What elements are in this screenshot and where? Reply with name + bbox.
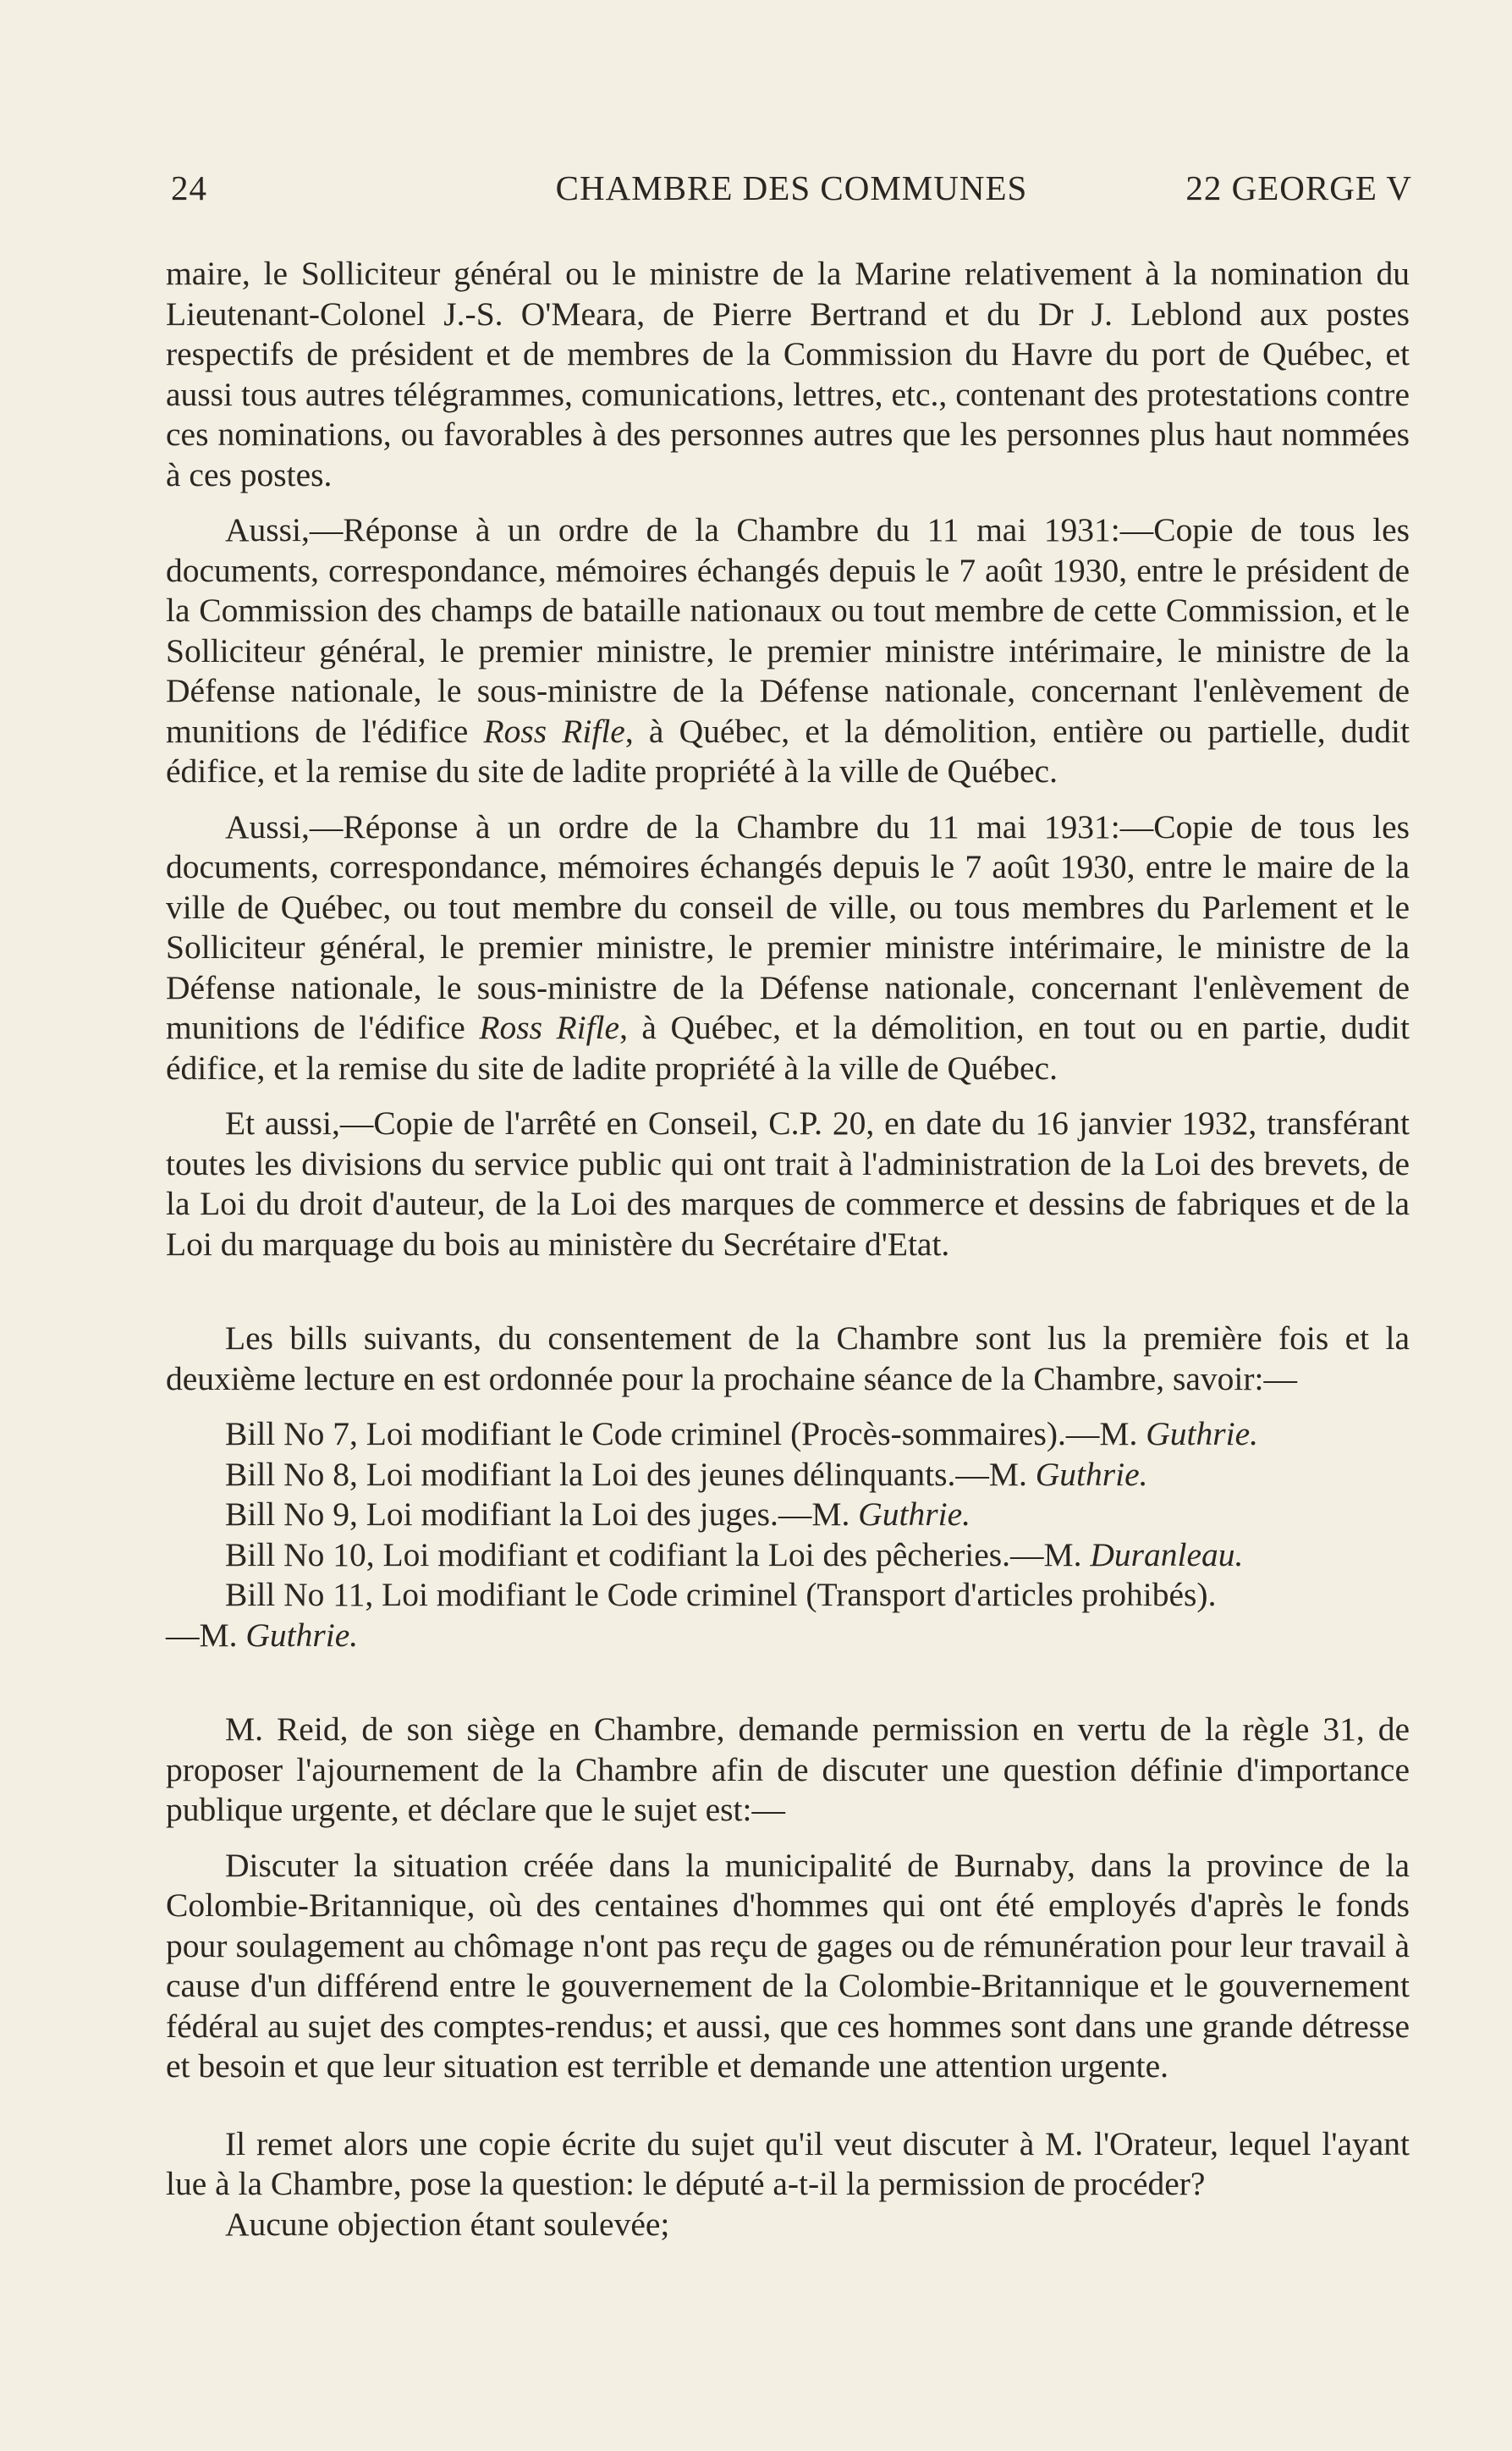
paragraph-bills-intro: Les bills suivants, du consentement de la Chambre sont lus la première fois et la deuxième lecture en est ordonnée pour la prochaine séance de la Chambre, savoir:— (166, 1319, 1410, 1397)
journal-title: CHAMBRE DES COMMUNES (555, 168, 1028, 207)
bill-text: Bill No 11, Loi modifiant le Code criminel (Transport d'articles prohibés). (225, 1576, 1217, 1613)
body-text (166, 254, 1410, 2244)
bill-sponsor: Guthrie. (245, 1616, 359, 1654)
bill-continuation (166, 1616, 1410, 1656)
bill-sponsor: Guthrie. (1035, 1455, 1148, 1493)
bill-sponsor: Guthrie. (1146, 1415, 1259, 1452)
bills-list (166, 1414, 1410, 1655)
paragraph-text: , à Québec, et la démolition, entière ou partielle, dudit édifice, et la remise du site de ladite propriété à la ville de Québec. (166, 712, 1410, 790)
bill-text: Bill No 10, Loi modifiant et codifiant la Loi des pêcheries.—M. (225, 1535, 1091, 1573)
paragraph-return-maire-quebec (166, 807, 1410, 1089)
paragraph-text: Aussi,—Réponse à un ordre de la Chambre du 11 mai 1931:—Copie de tous les documents, correspondance, mémoires échangés depuis le 7 août 1930, entre le maire de la ville de Québec, ou tout membre du conseil de ville, ou tous membres du Parlement et le Solliciteur général, le premier ministre, le premier ministre intérimaire, le ministre de la Défense nationale, le sous-ministre de la Défense nationale, concernant l'enlèvement de munitions de l'édifice (166, 807, 1410, 1046)
paragraph-orateur: Il remet alors une copie écrite du sujet qu'il veut discuter à M. l'Orateur, lequel l'ayant lue à la Chambre, pose la question: le député a-t-il la permission de procéder? (166, 2124, 1410, 2202)
bill-item (166, 1575, 1410, 1655)
bill-text: Bill No 8, Loi modifiant la Loi des jeunes délinquants.—M. (225, 1455, 1036, 1493)
paragraph-arrete-en-conseil: Et aussi,—Copie de l'arrêté en Conseil, C.P. 20, en date du 16 janvier 1932, transférant toutes les divisions du service public qui ont trait à l'administration de la Loi des brevets, de la Loi du droit d'auteur, de la Loi des marques de commerce et dessins de fabriques et de la Loi du marquage du bois au ministère du Secrétaire d'Etat. (166, 1104, 1410, 1263)
bill-item (166, 1535, 1410, 1576)
paragraph-reid-motion: M. Reid, de son siège en Chambre, demande permission en vertu de la règle 31, de proposer l'ajournement de la Chambre afin de discuter une question définie d'importance publique urgente, et déclare que le sujet est:— (166, 1710, 1410, 1828)
bill-text: —M. (166, 1616, 246, 1654)
bill-item (166, 1455, 1410, 1495)
bill-sponsor: Duranleau. (1090, 1535, 1244, 1573)
paragraph-no-objection: Aucune objection étant soulevée; (225, 2205, 670, 2243)
paragraph-return-champs-de-bataille (166, 510, 1410, 792)
reign-year: 22 GEORGE V (1185, 168, 1412, 207)
paragraph-text: Aussi,—Réponse à un ordre de la Chambre du 11 mai 1931:—Copie de tous les documents, correspondance, mémoires échangés depuis le 7 août 1930, entre le président de la Commission des champs de bataille nationaux ou tout membre de cette Commission, et le Solliciteur général, le premier ministre, le premier ministre intérimaire, le ministre de la Défense nationale, le sous-ministre de la Défense nationale, concernant l'enlèvement de munitions de l'édifice (166, 511, 1410, 750)
bill-item (166, 1495, 1410, 1535)
italic-term: Ross Rifle (479, 1009, 620, 1046)
bill-text: Bill No 9, Loi modifiant la Loi des juges.—M. (225, 1495, 859, 1533)
italic-term: Ross Rifle (483, 712, 625, 750)
bill-text: Bill No 7, Loi modifiant le Code criminel (Procès-sommaires).—M. (225, 1415, 1146, 1452)
paragraph-text: , à Québec, et la démolition, en tout ou en partie, dudit édifice, et la remise du site de ladite propriété à la ville de Québec. (166, 1009, 1410, 1087)
running-header (171, 168, 1412, 218)
page-number: 24 (171, 168, 207, 207)
paragraph-continued: maire, le Solliciteur général ou le ministre de la Marine relativement à la nomination du Lieutenant-Colonel J.-S. O'Meara, de Pierre Bertrand et du Dr J. Leblond aux postes respectifs de président et de membres de la Commission du Havre du port de Québec, et aussi tous autres télégrammes, comunications, lettres, etc., contenant des protestations contre ces nominations, ou favorables à des personnes autres que les personnes plus haut nommées à ces postes. (166, 255, 1410, 493)
paragraph-subject: Discuter la situation créée dans la municipalité de Burnaby, dans la province de la Colombie-Britannique, où des centaines d'hommes qui ont été employés d'après le fonds pour soulagement au chômage n'ont pas reçu de gages ou de rémunération pour leur travail à cause d'un différend entre le gouvernement de la Colombie-Britannique et le gouvernement fédéral au sujet des comptes-rendus; et aussi, que ces hommes sont dans une grande détresse et besoin et que leur situation est terrible et demande une attention urgente. (166, 1846, 1410, 2085)
bill-item (166, 1414, 1410, 1455)
bill-sponsor: Guthrie. (858, 1495, 971, 1533)
